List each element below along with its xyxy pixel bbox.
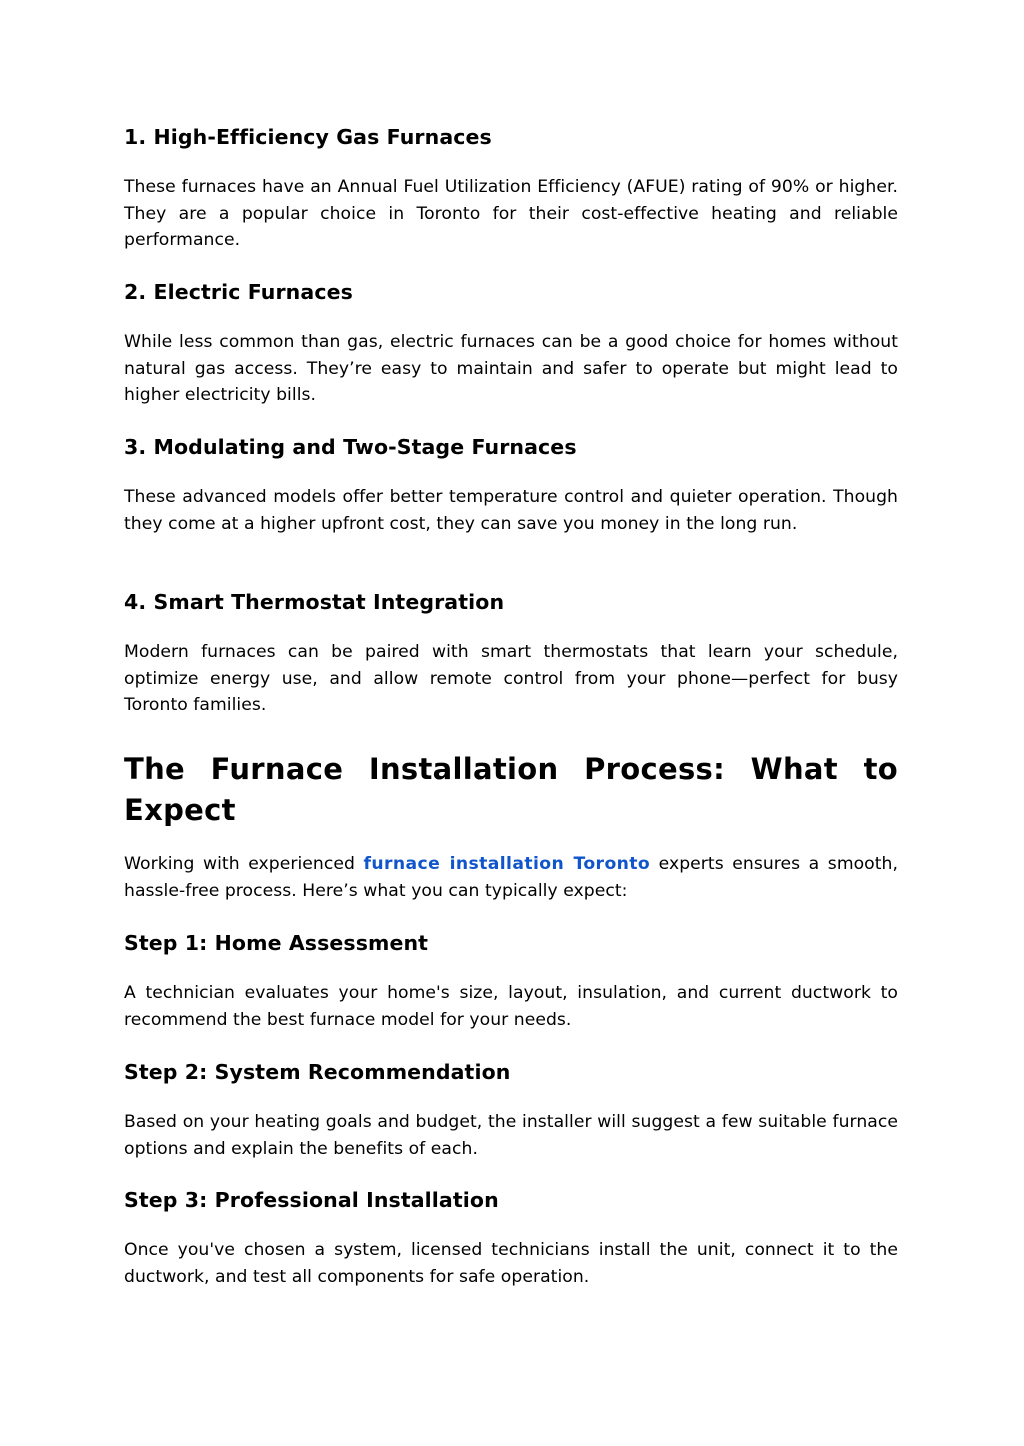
section-heading: 1. High-Efficiency Gas Furnaces <box>124 125 492 149</box>
process-intro-before: Working with experienced <box>124 854 364 874</box>
section-heading: 3. Modulating and Two-Stage Furnaces <box>124 435 577 459</box>
step-heading: Step 3: Professional Installation <box>124 1188 499 1212</box>
section-paragraph: These advanced models offer better temperature control and quieter operation. Though they come at a higher upfront cost, they can save you money in the long run. <box>124 487 898 534</box>
section-heading: 2. Electric Furnaces <box>124 280 353 304</box>
step-paragraph: Based on your heating goals and budget, the installer will suggest a few suitable furnace options and explain the benefits of each. <box>124 1112 898 1159</box>
step-paragraph: A technician evaluates your home's size, layout, insulation, and current ductwork to recommend the best furnace model for your needs. <box>124 983 898 1030</box>
process-intro-paragraph <box>124 851 898 904</box>
step-heading: Step 1: Home Assessment <box>124 931 429 955</box>
step-heading: Step 2: System Recommendation <box>124 1060 511 1084</box>
section-heading: 4. Smart Thermostat Integration <box>124 590 505 614</box>
section-paragraph: Modern furnaces can be paired with smart thermostats that learn your schedule, optimize energy use, and allow remote control from your phone—perfect for busy Toronto families. <box>124 642 898 715</box>
section-paragraph: While less common than gas, electric furnaces can be a good choice for homes without natural gas access. They’re easy to maintain and safer to operate but might lead to higher electricity bills. <box>124 332 898 405</box>
process-title: The Furnace Installation Process: What to Expect <box>124 752 898 827</box>
step-paragraph: Once you've chosen a system, licensed technicians install the unit, connect it to the ductwork, and test all components for safe operation. <box>124 1240 898 1287</box>
process-intro-after: experts ensures a smooth, hassle-free process. Here’s what you can typically expect: <box>124 854 898 901</box>
section-paragraph: These furnaces have an Annual Fuel Utilization Efficiency (AFUE) rating of 90% or higher. They are a popular choice in Toronto for their cost-effective heating and reliable performance. <box>124 177 898 250</box>
furnace-installation-toronto-link[interactable]: furnace installation Toronto <box>363 854 651 874</box>
